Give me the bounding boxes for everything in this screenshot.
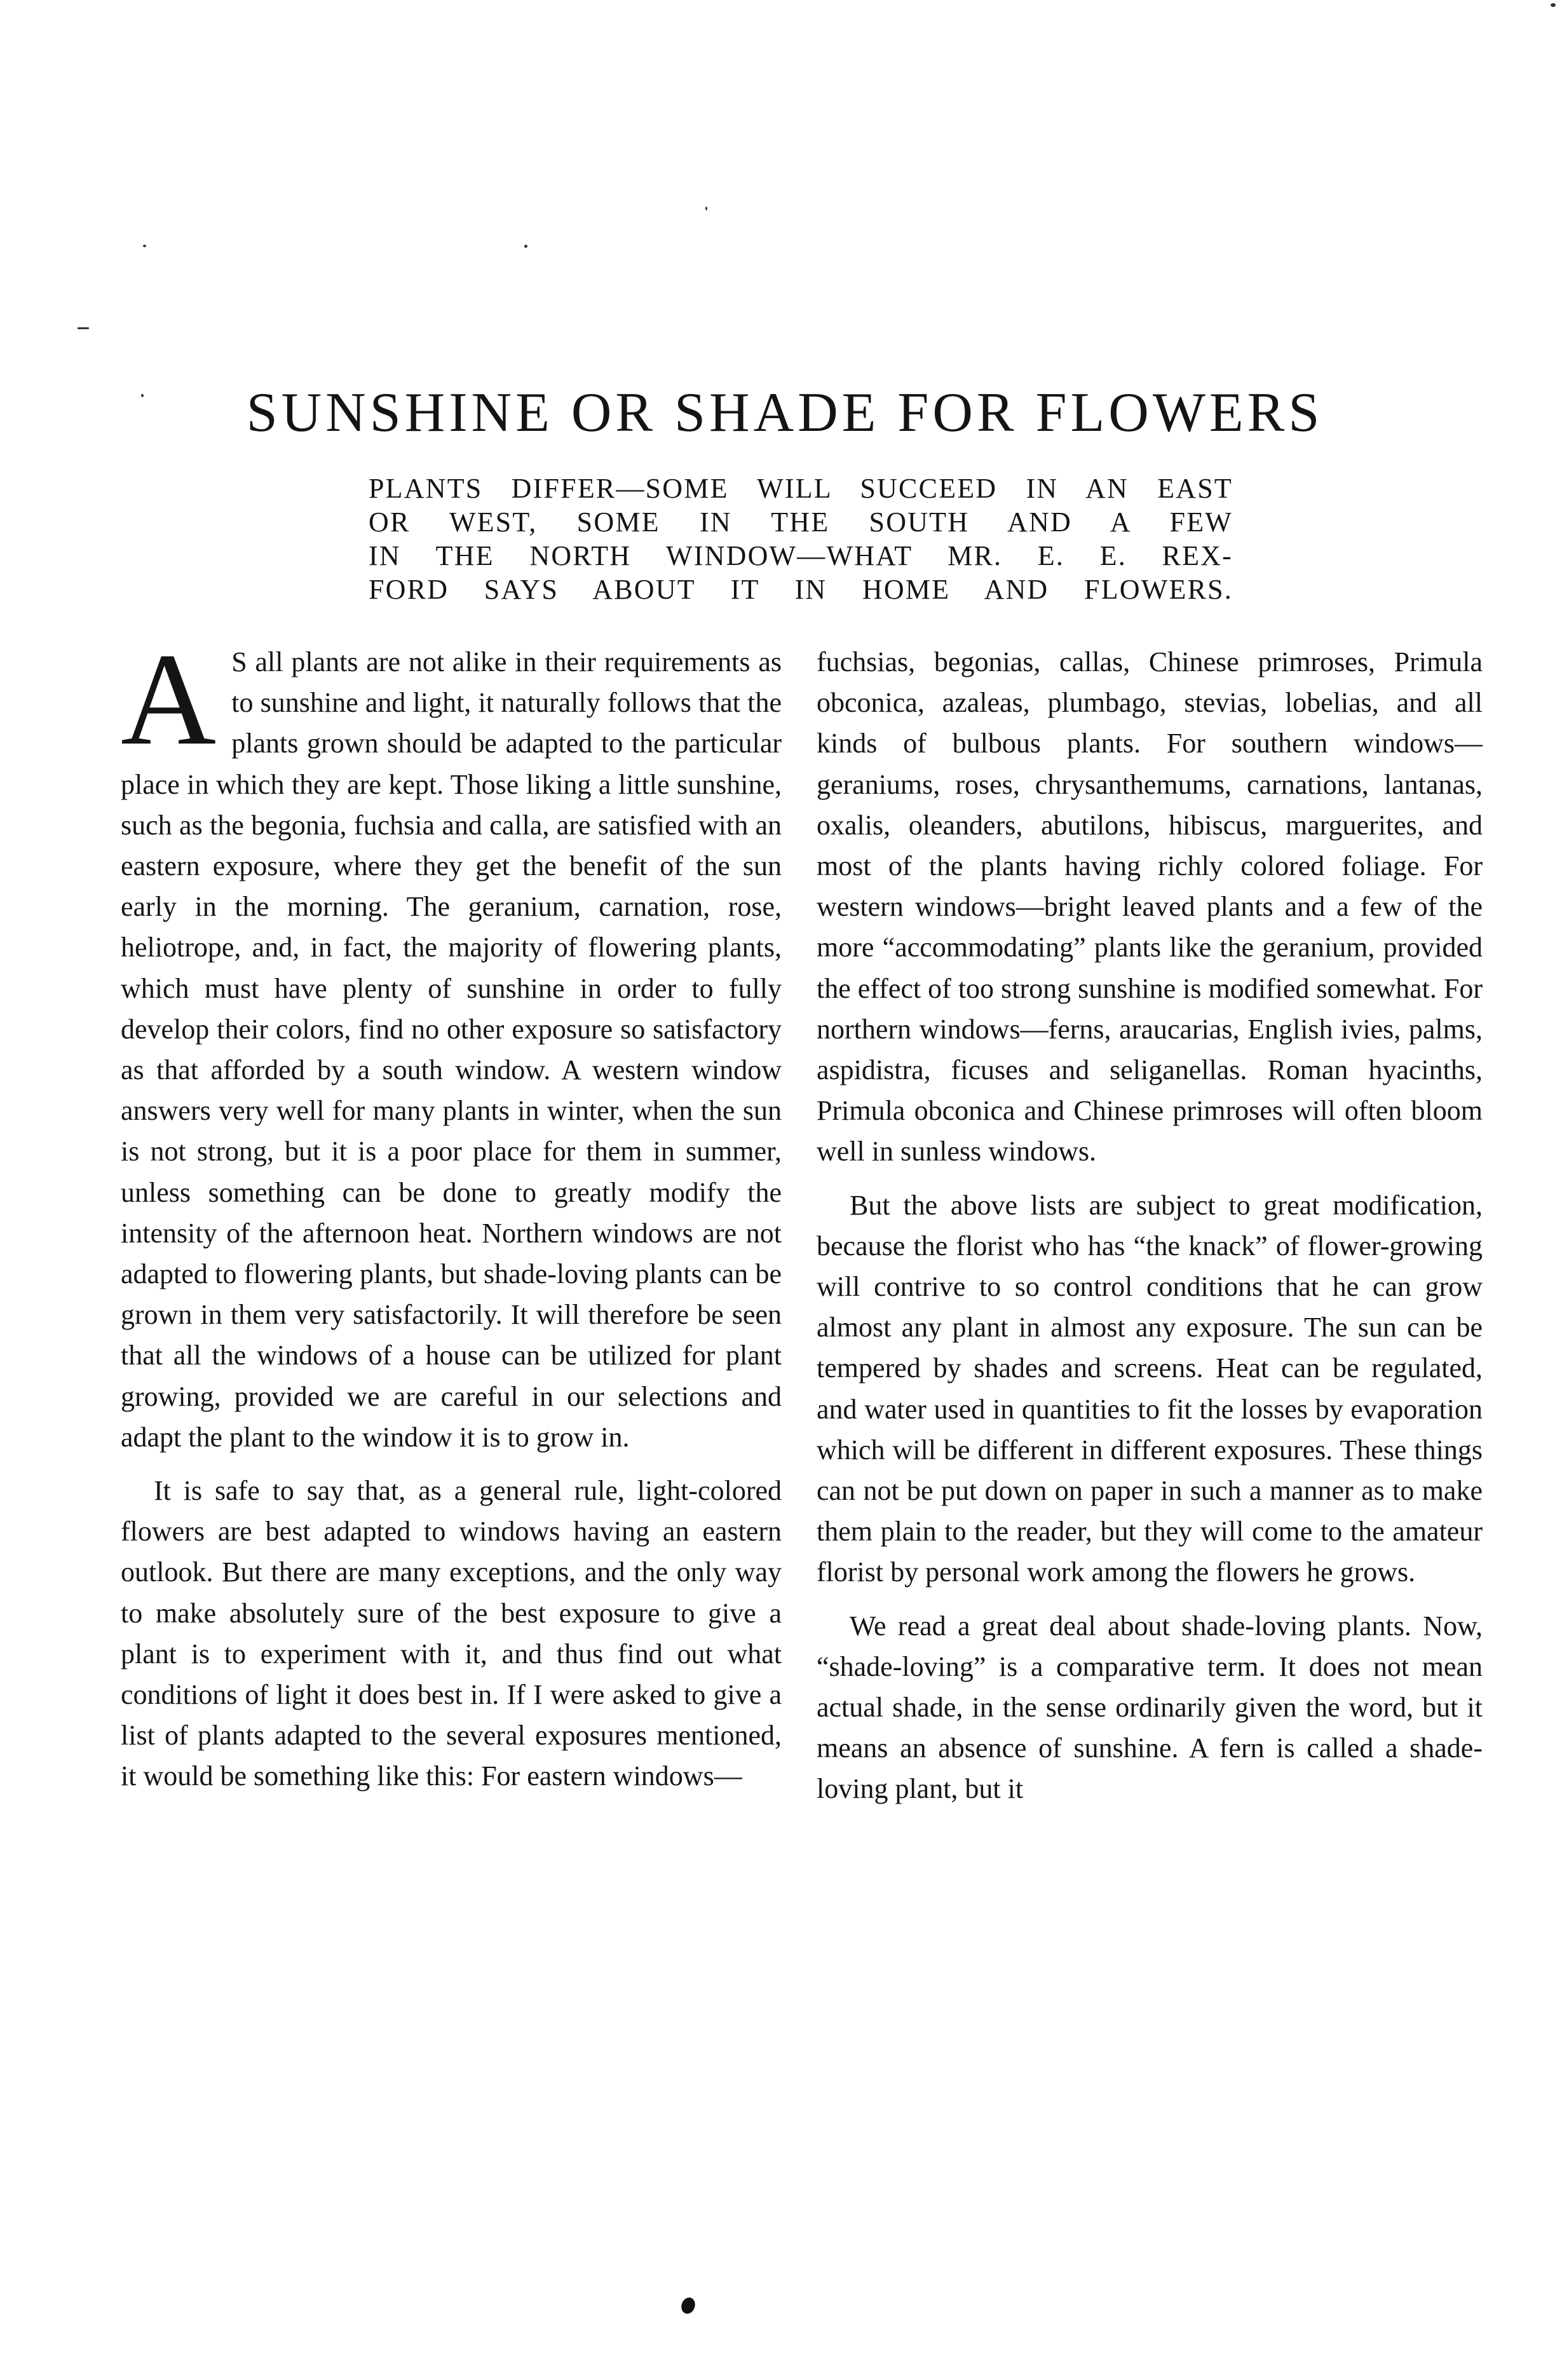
- right-column: [817, 642, 1483, 1810]
- body-paragraph: [121, 626, 782, 1458]
- print-speck: [143, 245, 146, 247]
- article-title: SUNSHINE OR SHADE FOR FLOWERS: [246, 382, 1324, 444]
- print-speck: [524, 245, 527, 248]
- body-paragraph: fuchsias, begonias, callas, Chinese primroses, Primula obconica, azaleas, plumbago, stevias, lobelias, and all kinds of bulbous plants. For southern windows—geraniums, roses, chrysanthemums, carnations, lantanas, oxalis, oleanders, abutilons, hibiscus, marguerites, and most of the plants having richly colored foliage. For western windows—bright leaved plants and a few of the more “accommodating” plants like the geranium, provided the effect of too strong sunshine is modified somewhat. For northern windows—ferns, araucarias, English ivies, palms, aspidistra, ficuses and seliganellas. Roman hyacinths, Primula obconica and Chinese primroses will often bloom well in sunless windows.: [817, 646, 1483, 1167]
- body-paragraph: But the above lists are subject to great modification, because the florist who has “the knack” of flower-growing will contrive to so control conditions that he can grow almost any plant in almost any exposure. The sun can be tempered by shades and screens. Heat can be regulated, and water used in quantities to fit the losses by evaporation which will be different in different exposures. These things can not be put down on paper in such a manner as to make them plain to the reader, but they will come to the amateur florist by personal work among the flowers he grows.: [817, 1189, 1483, 1588]
- left-column: [121, 626, 782, 1797]
- page-ornament-bullet: [679, 2295, 697, 2316]
- subheading-line: OR WEST, SOME IN THE SOUTH AND A FEW: [369, 507, 1233, 538]
- print-speck: [705, 207, 707, 210]
- subheading-line: IN THE NORTH WINDOW—WHAT MR. E. E. REX-: [369, 540, 1233, 571]
- body-paragraph: It is safe to say that, as a general rule, light-colored flowers are best adapted to windows having an eastern outlook. But there are many exceptions, and the only way to make absolutely sure of the best exposure to give a plant is to experiment with it, and thus find out what conditions of light it does best in. If I were asked to give a list of plants adapted to the several exposures mentioned, it would be something like this: For eastern windows—: [121, 1475, 782, 1792]
- drop-cap: A: [121, 626, 217, 772]
- article-subheading: [369, 472, 1233, 606]
- paragraph-text: S all plants are not alike in their requirements as to sunshine and light, it naturally follows that the plants grown should be adapted to the particular place in which they are kept. Those liking a little sunshine, such as the begonia, fuchsia and calla, are satisfied with an eastern exposure, where they get the benefit of the sun early in the morning. The geranium, carnation, rose, heliotrope, and, in fact, the majority of flowering plants, which must have plenty of sunshine in order to fully develop their colors, find no other exposure so satisfactory as that afforded by a south window. A western window answers very well for many plants in winter, when the sun is not strong, but it is a poor place for them in summer, unless something can be done to greatly modify the intensity of the afternoon heat. Northern windows are not adapted to flowering plants, but shade-loving plants can be grown in them very satisfactorily. It will therefore be seen that all the windows of a house can be utilized for plant growing, provided we are careful in our selections and adapt the plant to the window it is to grow in.: [121, 646, 782, 1453]
- subheading-line: FORD SAYS ABOUT IT IN HOME AND FLOWERS.: [369, 574, 1233, 605]
- body-paragraph: We read a great deal about shade-loving plants. Now, “shade-loving” is a comparative term. It does not mean actual shade, in the sense ordinarily given the word, but it means an absence of sunshine. A fern is called a shade-loving plant, but it: [817, 1610, 1483, 1805]
- print-speck: [1551, 3, 1556, 7]
- subheading-line: PLANTS DIFFER—SOME WILL SUCCEED IN AN EAST: [369, 473, 1233, 504]
- print-speck: [78, 327, 89, 329]
